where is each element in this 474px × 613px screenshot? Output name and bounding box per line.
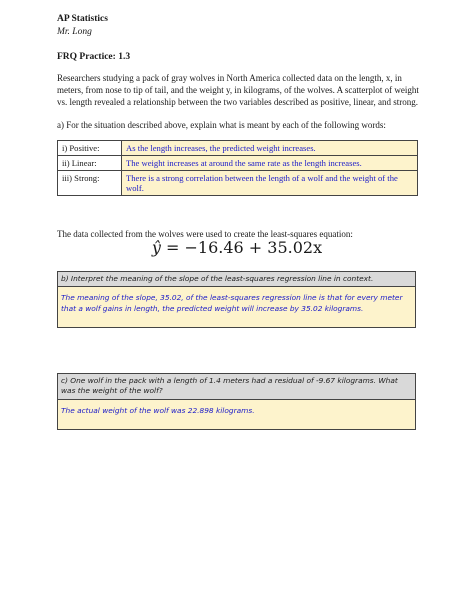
term-strong: iii) Strong: [58, 171, 122, 196]
intro-paragraph: Researchers studying a pack of gray wolves in North America collected data on the length, x, in meters, from nose to tip of tail, and the weight y, in kilograms, of the wolves. A scatterplot of weight vs. length revealed a relationship between the two variables described as positive, linear, and strong. [57, 73, 419, 108]
question-b-box [57, 271, 416, 328]
question-c-box [57, 373, 416, 430]
question-b-answer[interactable]: The meaning of the slope, 35.02, of the least-squares regression line is that for every meter that a wolf gains in length, the predicted weight will increase by 35.02 kilograms. [58, 287, 415, 327]
term-linear: ii) Linear: [58, 156, 122, 171]
question-c-answer[interactable]: The actual weight of the wolf was 22.898 kilograms. [58, 400, 415, 429]
answer-positive[interactable]: As the length increases, the predicted weight increases. [122, 141, 418, 156]
question-a: a) For the situation described above, explain what is meant by each of the following words: [57, 120, 386, 130]
equation-intro: The data collected from the wolves were used to create the least-squares equation: [57, 229, 353, 239]
table-row [58, 171, 418, 196]
course-title: AP Statistics [57, 14, 108, 24]
terms-table [57, 140, 418, 196]
equation-lhs: ŷ [151, 238, 161, 257]
table-row [58, 156, 418, 171]
teacher-name: Mr. Long [57, 27, 92, 37]
equation-rhs: = −16.46 + 35.02x [160, 238, 323, 257]
table-row [58, 141, 418, 156]
term-positive: i) Positive: [58, 141, 122, 156]
question-c-prompt: c) One wolf in the pack with a length of 1.4 meters had a residual of -9.67 kilograms. What was the weight of the wolf? [58, 374, 415, 400]
question-b-prompt: b) Interpret the meaning of the slope of the least-squares regression line in context. [58, 272, 415, 287]
section-title: FRQ Practice: 1.3 [57, 52, 131, 62]
answer-linear[interactable]: The weight increases at around the same rate as the length increases. [122, 156, 418, 171]
answer-strong[interactable]: There is a strong correlation between the length of a wolf and the weight of the wolf. [122, 171, 418, 196]
regression-equation [0, 238, 474, 257]
